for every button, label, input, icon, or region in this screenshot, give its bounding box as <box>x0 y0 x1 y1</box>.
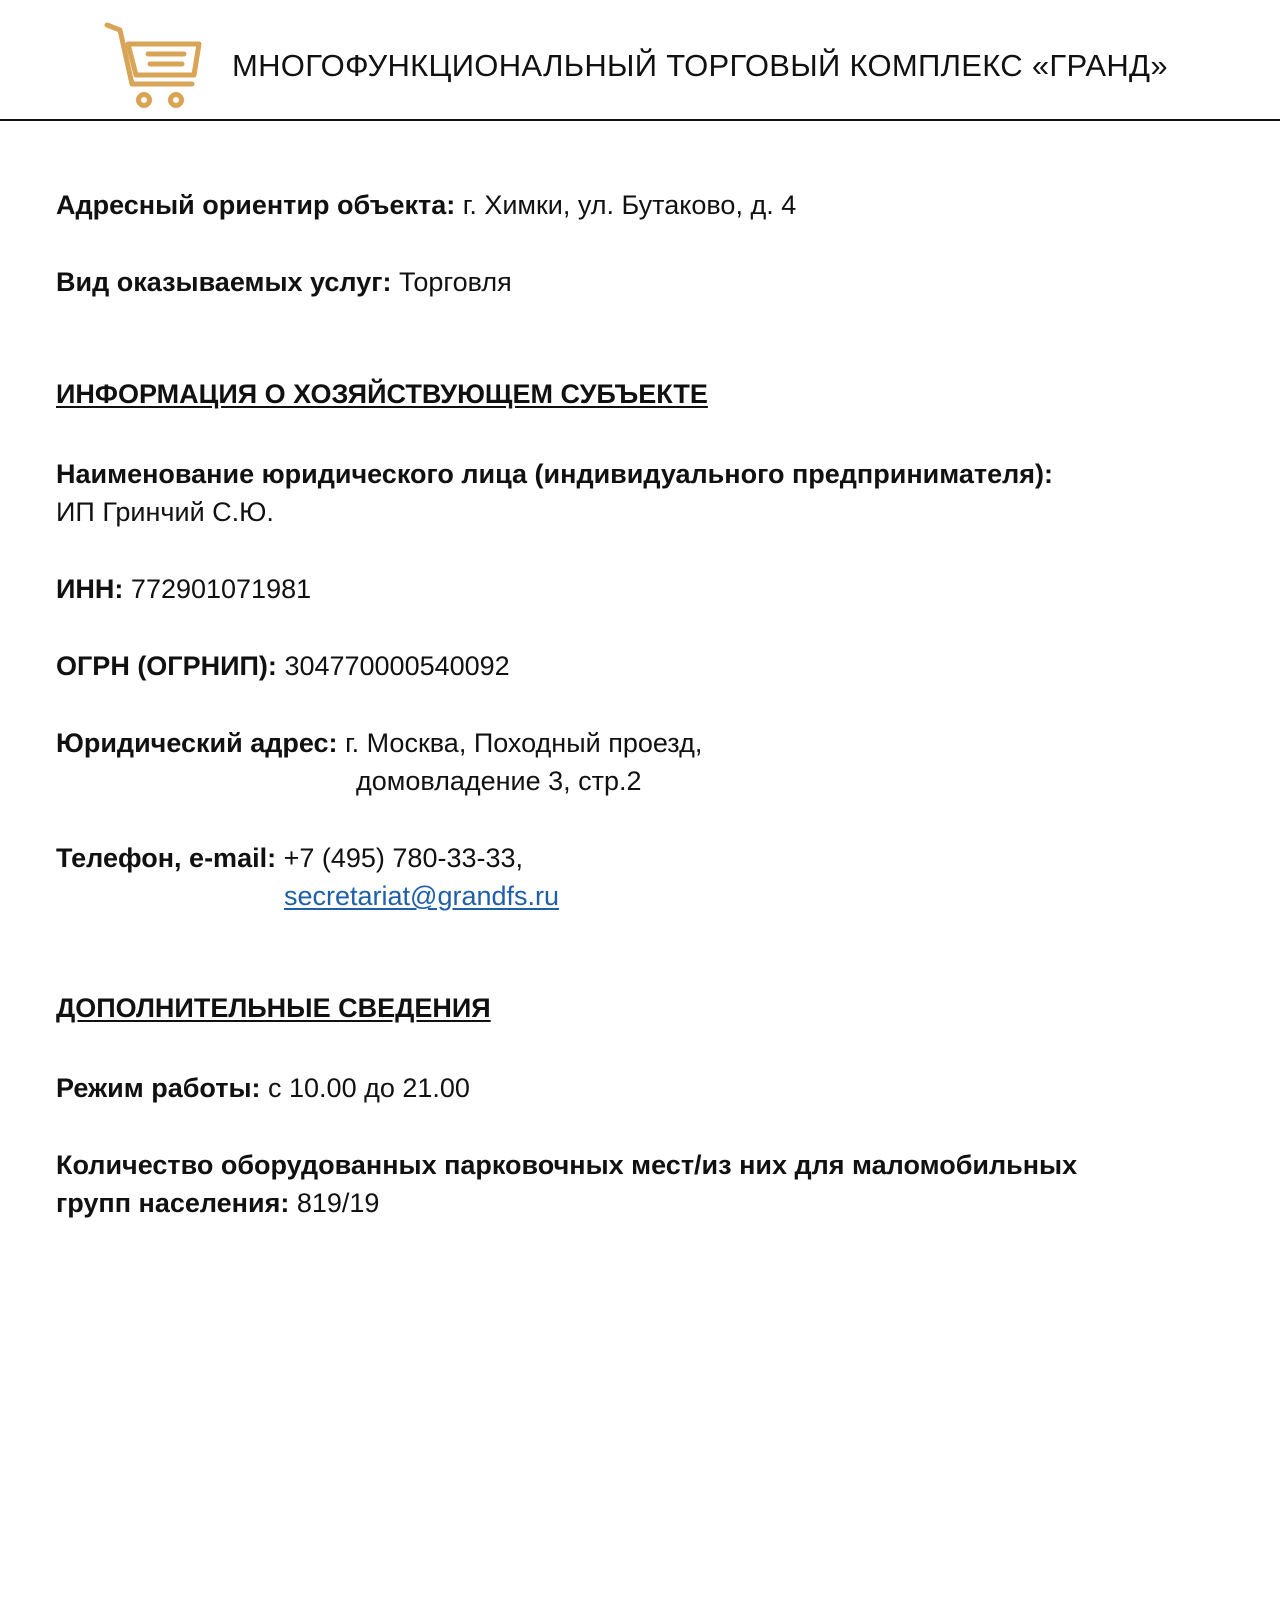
parking-label-line2: групп населения: <box>56 1188 290 1218</box>
service-row <box>56 263 512 301</box>
parking-value: 819/19 <box>296 1188 380 1218</box>
email-link[interactable]: secretariat@grandfs.ru <box>284 881 560 911</box>
entity-heading: ИНФОРМАЦИЯ О ХОЗЯЙСТВУЮЩЕМ СУБЪЕКТЕ <box>56 379 708 409</box>
hours-value: с 10.00 до 21.00 <box>268 1073 470 1103</box>
hours-label: Режим работы: <box>56 1073 261 1103</box>
legal-address-label: Юридический адрес: <box>56 728 338 758</box>
hours-row <box>56 1069 470 1107</box>
address-row <box>56 186 796 224</box>
shopping-cart-icon <box>104 20 204 112</box>
address-label: Адресный ориентир объекта: <box>56 190 456 220</box>
ogrn-label: ОГРН (ОГРНИП): <box>56 651 277 681</box>
page-header <box>0 0 1280 121</box>
legal-address-line1: г. Москва, Походный проезд, <box>345 728 703 758</box>
service-value: Торговля <box>398 267 512 297</box>
entity-name-label: Наименование юридического лица (индивидуального предпринимателя): <box>56 459 1053 489</box>
parking-label-line1: Количество оборудованных парковочных мест/из них для маломобильных <box>56 1150 1078 1180</box>
inn-label: ИНН: <box>56 574 124 604</box>
page-title: МНОГОФУНКЦИОНАЛЬНЫЙ ТОРГОВЫЙ КОМПЛЕКС «ГРАНД» <box>232 48 1168 83</box>
inn-value: 772901071981 <box>130 574 312 604</box>
service-label: Вид оказываемых услуг: <box>56 267 392 297</box>
contacts-label: Телефон, e-mail: <box>56 843 277 873</box>
parking-row <box>56 1146 1077 1222</box>
inn-row <box>56 570 311 608</box>
legal-address-row <box>56 724 702 800</box>
legal-address-line2: домовладение 3, стр.2 <box>356 766 642 796</box>
entity-name-row <box>56 455 1053 531</box>
extra-heading: ДОПОЛНИТЕЛЬНЫЕ СВЕДЕНИЯ <box>56 993 491 1023</box>
phone-value: +7 (495) 780-33-33, <box>283 843 524 873</box>
ogrn-row <box>56 647 510 685</box>
contacts-row <box>56 839 559 915</box>
address-value: г. Химки, ул. Бутаково, д. 4 <box>462 190 797 220</box>
entity-name-value: ИП Гринчий С.Ю. <box>56 497 274 527</box>
ogrn-value: 304770000540092 <box>284 651 510 681</box>
